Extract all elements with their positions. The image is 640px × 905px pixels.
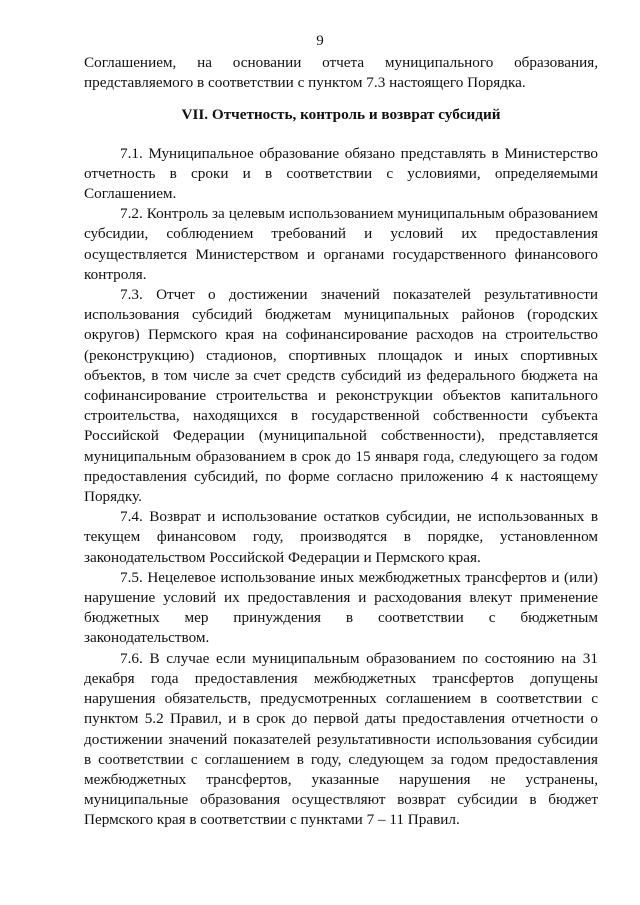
paragraph-7-2: 7.2. Контроль за целевым использованием муниципальным образованием субсидии, соблюдением требований и условий их предоставления осуществляется Министерством и органами государственного финансового контроля.: [84, 205, 598, 283]
paragraph-7-3: 7.3. Отчет о достижении значений показателей результативности использования субсидий бюджетам муниципальных районов (городских округов) Пермского края на софинансирование расходов на строительство (реконструкцию) стадионов, спортивных площадок и иных спортивных объектов, в том числе за счет средств субсидий из федерального бюджета на софинансирование строительства и реконструкции объектов капитального строительства, находящихся в государственной собственности субъекта Российской Федерации (муниципальной собственности), представляется муниципальным образованием в срок до 15 января года, следующего за годом предоставления субсидий, по форме согласно приложению 4 к настоящему Порядку.: [84, 286, 598, 506]
document-body: [84, 53, 598, 831]
intro-paragraph: Соглашением, на основании отчета муниципального образования, представляемого в соответствии с пунктом 7.3 настоящего Порядка.: [84, 54, 598, 92]
section-heading: VII. Отчетность, контроль и возврат субсидий: [181, 106, 501, 124]
paragraph-7-6: 7.6. В случае если муниципальным образованием по состоянию на 31 декабря года предоставления межбюджетных трансфертов допущены нарушения обязательств, предусмотренных соглашением в соответствии с пунктом 5.2 Правил, и в срок до первой даты предоставления отчетности о достижении значений показателей результативности использования субсидии в соответствии с соглашением в году, следующем за годом предоставления межбюджетных трансфертов, указанные нарушения не устранены, муниципальные образования осуществляют возврат субсидии в бюджет Пермского края в соответствии с пунктами 7 – 11 Правил.: [84, 649, 598, 829]
page-number: 9: [316, 33, 324, 49]
paragraph-7-5: 7.5. Нецелевое использование иных межбюджетных трансфертов и (или) нарушение условий их предоставления и расходования влекут применение бюджетных мер принуждения в соответствии с бюджетным законодательством.: [84, 568, 598, 647]
paragraph-7-4: 7.4. Возврат и использование остатков субсидии, не использованных в текущем финансовом году, производятся в порядке, установленном законодательством Российской Федерации и Пермского края.: [84, 508, 598, 566]
paragraph-7-1: 7.1. Муниципальное образование обязано представлять в Министерство отчетность в сроки и в соответствии с условиями, определяемыми Соглашением.: [84, 144, 598, 203]
